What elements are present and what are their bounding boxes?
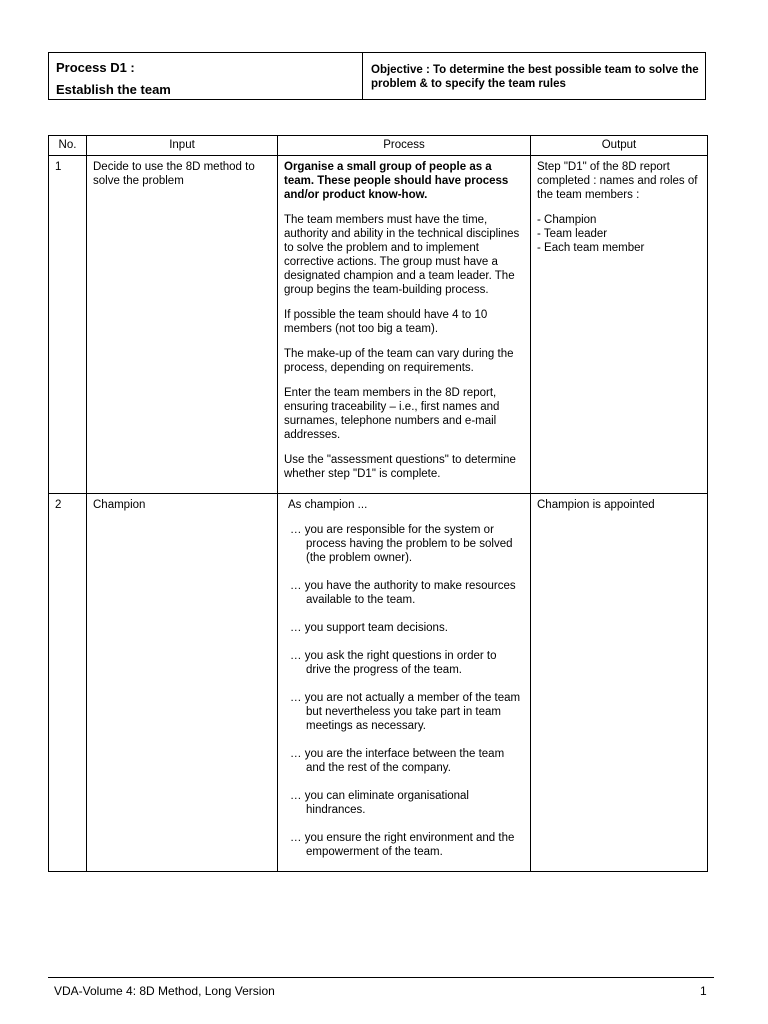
process-paragraph: The make-up of the team can vary during the process, depending on requirements. — [284, 348, 514, 374]
row-process — [278, 156, 531, 494]
champion-duty-item: … you are responsible for the system or process having the problem to be solved (the problem owner). — [290, 524, 513, 564]
row-output — [531, 156, 708, 494]
objective-text: Objective : To determine the best possible team to solve the problem & to specify the team rules — [371, 64, 699, 90]
champion-duty-item: … you are not actually a member of the team but nevertheless you take part in team meetings as necessary. — [290, 692, 521, 732]
process-paragraph: Enter the team members in the 8D report, ensuring traceability – i.e., first names and surnames, telephone numbers and e-mail addresses. — [284, 387, 500, 441]
column-header-input: Input — [87, 136, 278, 156]
row-number: 1 — [49, 156, 87, 494]
process-table — [48, 135, 708, 872]
process-lead-text: Organise a small group of people as a team. These people should have process and/or product know-how. — [284, 161, 509, 201]
table-header-row — [49, 136, 708, 156]
list-item: - Champion — [537, 214, 597, 226]
champion-duty-item: … you ask the right questions in order to drive the progress of the team. — [290, 650, 497, 676]
process-paragraph: If possible the team should have 4 to 10 members (not too big a team). — [284, 309, 488, 335]
row-input: Champion — [87, 494, 278, 872]
column-header-output: Output — [531, 136, 708, 156]
process-title: Process D1 : — [56, 60, 135, 75]
output-intro: Step "D1" of the 8D report completed : names and roles of the team members : — [537, 161, 698, 201]
champion-intro: As champion ... — [288, 499, 368, 511]
champion-duty-item: … you support team decisions. — [290, 622, 448, 634]
process-header-box — [48, 52, 706, 100]
footer-divider — [48, 977, 714, 978]
row-process — [278, 494, 531, 872]
table-row — [49, 494, 708, 872]
champion-duty-item: … you ensure the right environment and the empowerment of the team. — [290, 832, 515, 858]
process-paragraph: Use the "assessment questions" to determine whether step "D1" is complete. — [284, 454, 516, 480]
table-row — [49, 156, 708, 494]
list-item: - Team leader — [537, 228, 608, 240]
champion-duty-item: … you have the authority to make resources available to the team. — [290, 580, 516, 606]
footer-document-title: VDA-Volume 4: 8D Method, Long Version — [54, 984, 275, 998]
team-roles-list — [537, 213, 701, 255]
process-paragraph: The team members must have the time, authority and ability in the technical disciplines to solve the problem and to implement corrective actions. The group must have a designated champion and a team leader. The group begins the team-building process. — [284, 214, 520, 296]
row-output: Champion is appointed — [531, 494, 708, 872]
page-number: 1 — [700, 984, 707, 998]
champion-duty-item: … you are the interface between the team and the rest of the company. — [290, 748, 505, 774]
column-header-no: No. — [49, 136, 87, 156]
process-subtitle: Establish the team — [56, 82, 171, 97]
champion-duty-item: … you can eliminate organisational hindrances. — [290, 790, 469, 816]
row-number: 2 — [49, 494, 87, 872]
process-title-block — [49, 53, 363, 99]
list-item: - Each team member — [537, 242, 645, 254]
column-header-process: Process — [278, 136, 531, 156]
row-input: Decide to use the 8D method to solve the problem — [87, 156, 278, 494]
